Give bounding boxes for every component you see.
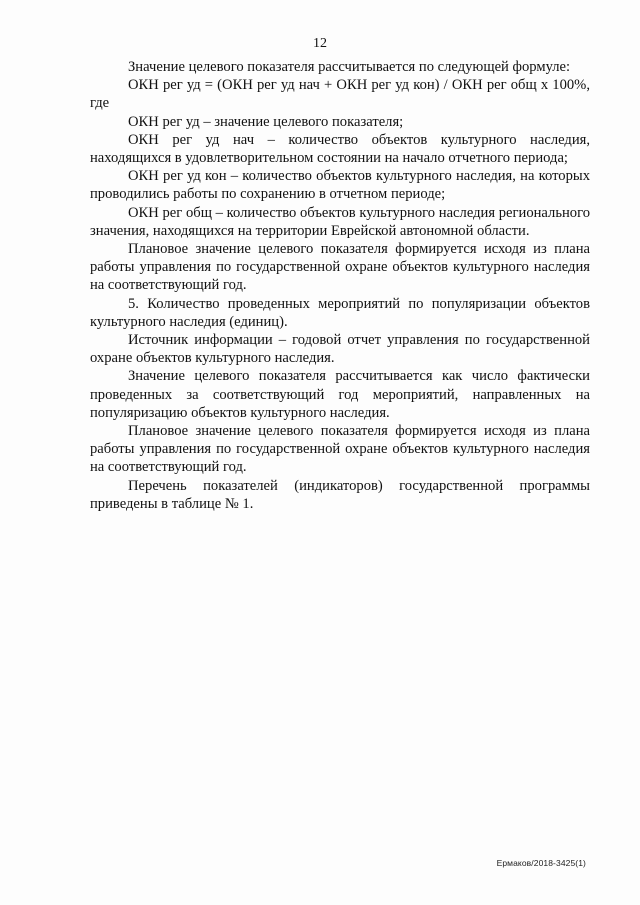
paragraph-definition-end: ОКН рег уд кон – количество объектов культурного наследия, на которых проводились работы по сохранению в отчетном периоде; xyxy=(90,168,590,203)
paragraph-formula-intro: Значение целевого показателя рассчитывается по следующей формуле: xyxy=(128,59,571,75)
footer-stamp: Ермаков/2018-3425(1) xyxy=(496,858,586,868)
page-number: 12 xyxy=(313,36,327,51)
paragraph-formula: ОКН рег уд = (ОКН рег уд нач + ОКН рег уд кон) / ОКН рег общ x 100%, где xyxy=(90,77,590,112)
paragraph-definition-total: ОКН рег общ – количество объектов культурного наследия регионального значения, находящихся на территории Еврейской автономной области. xyxy=(90,204,590,239)
paragraph-table-reference: Перечень показателей (индикаторов) государственной программы приведены в таблице № 1. xyxy=(90,477,590,512)
paragraph-planned-value-2: Плановое значение целевого показателя формируется исходя из плана работы управления по государственной охране объектов культурного наследия на соответствующий год. xyxy=(90,423,590,476)
paragraph-definition-start: ОКН рег уд нач – количество объектов культурного наследия, находящихся в удовлетворительном состоянии на начало отчетного периода; xyxy=(90,131,590,167)
paragraph-indicator-5: 5. Количество проведенных мероприятий по популяризации объектов культурного наследия (единиц). xyxy=(90,295,590,330)
paragraph-info-source: Источник информации – годовой отчет управления по государственной охране объектов культурного наследия. xyxy=(90,332,590,367)
paragraph-calculation: Значение целевого показателя рассчитывается как число фактически проведенных за соответствующий год мероприятий, направленных на популяризацию объектов культурного наследия. xyxy=(90,368,590,421)
document-body xyxy=(90,58,590,513)
paragraph-definition-target: ОКН рег уд – значение целевого показателя; xyxy=(128,113,404,130)
paragraph-planned-value-1: Плановое значение целевого показателя формируется исходя из плана работы управления по государственной охране объектов культурного наследия на соответствующий год. xyxy=(90,241,590,294)
